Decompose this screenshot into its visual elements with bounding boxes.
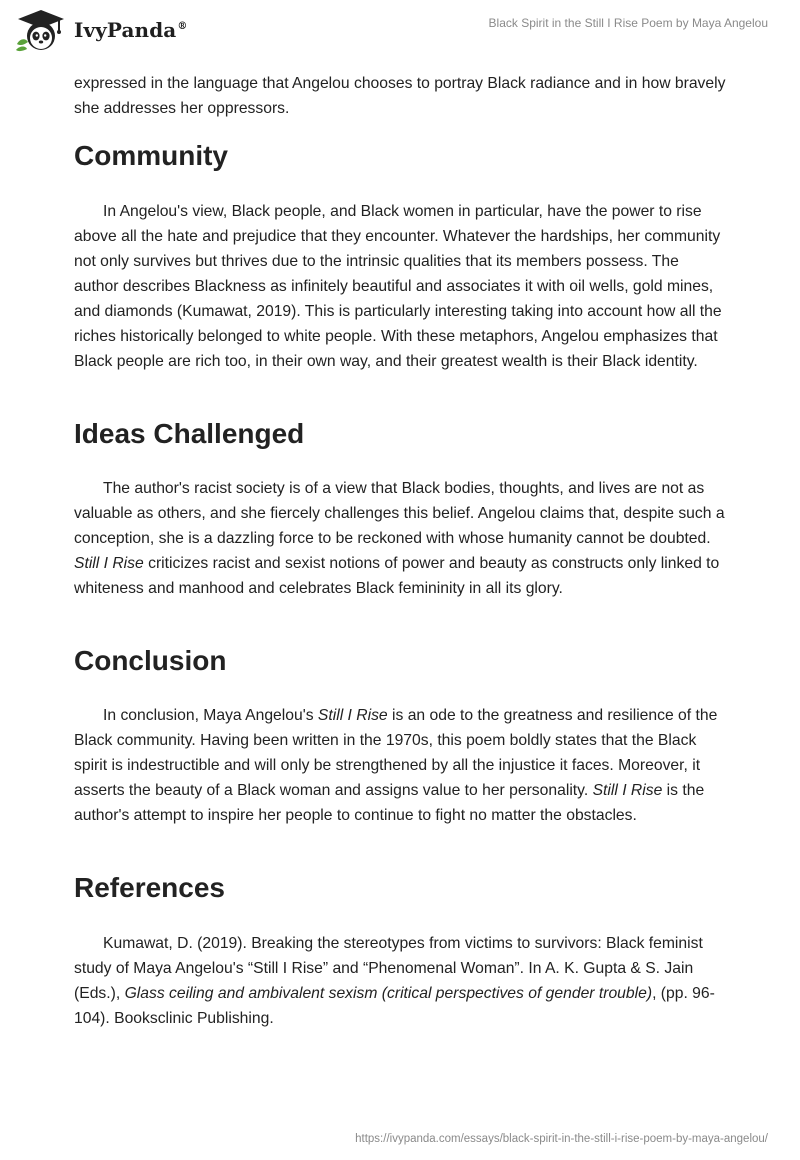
- heading-community: Community: [74, 140, 228, 171]
- community-paragraph: In Angelou's view, Black people, and Black women in particular, have the power to rise above all the hate and prejudice that they encounter. Whatever the hardships, her community not only survives but thrives due to the intrinsic qualities that its members possess. The author describes Blackness as infinitely beautiful and associates it with oil wells, gold mines, and diamonds (Kumawat, 2019). This is particularly interesting taking into account how all the riches historically belonged to white people. With these metaphors, Angelou emphasizes that Black people are rich too, in their own way, and their greatest wealth is their Black identity.: [74, 203, 722, 370]
- brand-name: [74, 18, 187, 42]
- panda-graduation-cap-icon: [14, 8, 68, 52]
- reference-entry: [74, 931, 726, 1031]
- reference-text-a: Kumawat, D. (2019). Breaking the stereotypes from victims to survivors: Black feminist study of Maya Angelou's “Still I Rise” and “Phenomenal Woman”. In A. K. Gupta & S. Jain (Eds.),: [74, 935, 703, 1002]
- heading-conclusion: Conclusion: [74, 645, 227, 676]
- book-title: Glass ceiling and ambivalent sexism (critical perspectives of gender trouble): [124, 985, 653, 1002]
- poem-title: Still I Rise: [317, 707, 388, 724]
- ideas-text-b: criticizes racist and sexist notions of power and beauty as constructs only linked to whiteness and manhood and celebrates Black femininity in all its glory.: [74, 555, 720, 597]
- ivypanda-logo[interactable]: [14, 8, 187, 52]
- registered-mark: ®: [177, 21, 188, 33]
- document-title: Black Spirit in the Still I Rise Poem by Maya Angelou: [488, 16, 768, 30]
- page-header: [0, 0, 800, 70]
- conclusion-text-a: In conclusion, Maya Angelou's: [103, 707, 318, 724]
- conclusion-text-b: is an ode to the greatness and resilience of the Black community. Having been written in the 1970s, this poem boldly states that the Black spirit is indestructible and will only be strengthened by all the injustice it faces. Moreover, it asserts the beauty of a Black woman and assigns value to her personality.: [74, 707, 718, 799]
- source-url[interactable]: https://ivypanda.com/essays/black-spirit-in-the-still-i-rise-poem-by-maya-angelou/: [355, 1133, 768, 1145]
- heading-ideas-challenged: Ideas Challenged: [74, 418, 305, 449]
- ideas-paragraph: [74, 476, 726, 601]
- ideas-text-a: The author's racist society is of a view that Black bodies, thoughts, and lives are not as valuable as others, and she fiercely challenges this belief. Angelou claims that, despite such a conception, she is a dazzling force to be reckoned with whose humanity cannot be doubted.: [74, 480, 725, 547]
- conclusion-text-c: is the author's attempt to inspire her people to continue to fight no matter the obstacles.: [74, 782, 705, 824]
- brand-text: IvyPanda: [74, 18, 177, 42]
- reference-text-b: , (pp. 96-104). Booksclinic Publishing.: [74, 985, 715, 1027]
- poem-title: Still I Rise: [74, 555, 144, 572]
- intro-paragraph: expressed in the language that Angelou chooses to portray Black radiance and in how bravely she addresses her oppressors.: [74, 75, 726, 117]
- heading-references: References: [74, 872, 225, 903]
- conclusion-paragraph: [74, 703, 726, 828]
- poem-title: Still I Rise: [592, 782, 663, 799]
